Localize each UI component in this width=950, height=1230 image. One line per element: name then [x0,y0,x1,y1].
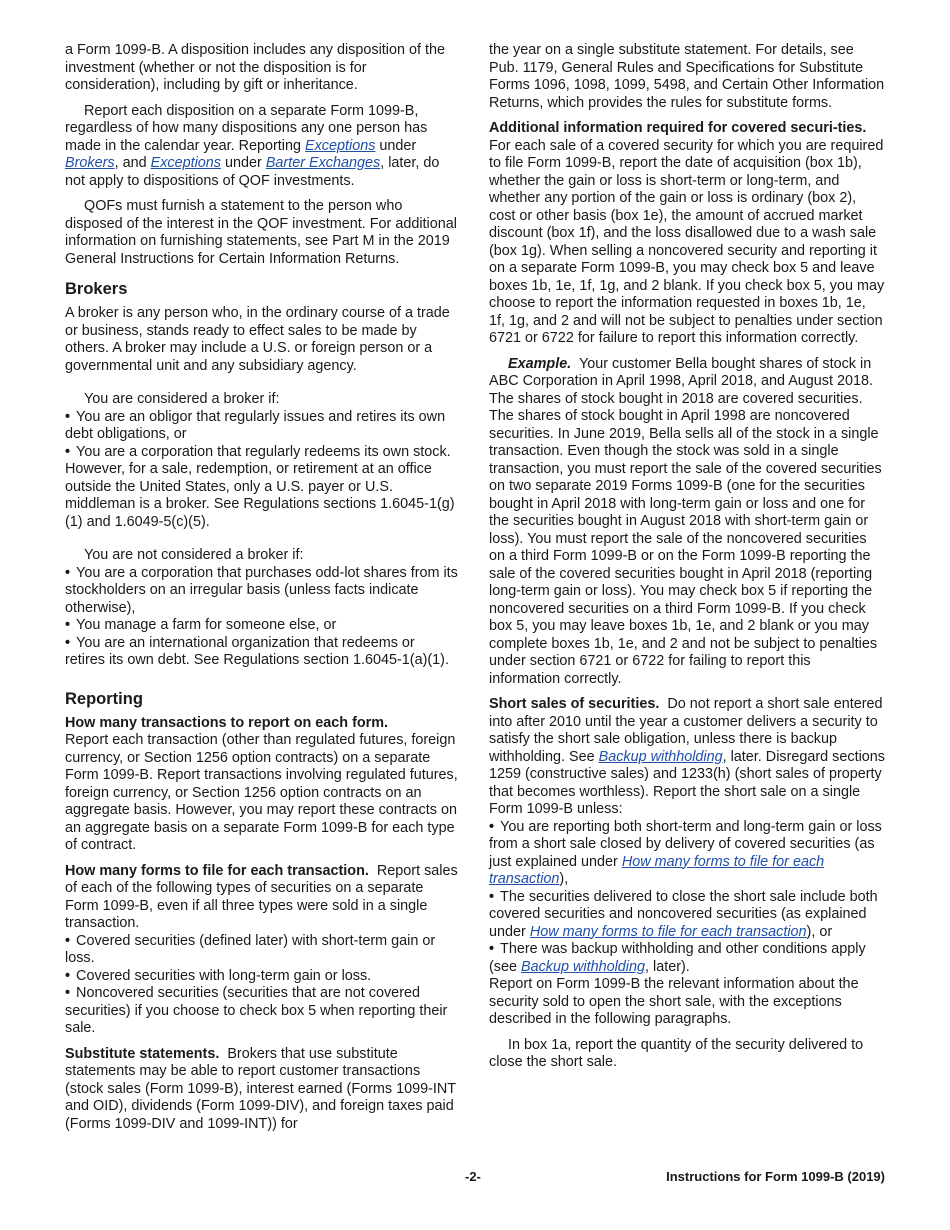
brokers-link[interactable]: Brokers [65,155,115,171]
list-item [489,819,885,889]
text: You are reporting both short-term and long-term gain or loss from a short sale closed by delivery of covered securities (as just explained under [489,818,882,870]
page-number: -2- [465,1169,481,1184]
text: Report each disposition on a separate Form 1099-B, regardless of how many dispositions any one person has made in the calendar year. Reporting [65,102,428,154]
paragraph: a Form 1099-B. A disposition includes any disposition of the investment (whether or not the disposition is for consideration), including by gift or inheritance. [65,42,445,93]
run-in-heading: How many transactions to report on each form. [65,714,389,731]
text: , and [114,155,151,171]
list-item: • You manage a farm for someone else, or [65,617,458,635]
text: , later. Disregard sections 1259 (constructive sales) and 1233(h) (short sales of property that becomes worthless). Report the short sale on a single Form 1099-B unless: [489,748,885,817]
run-in-heading: Example. [508,355,572,372]
paragraph [489,120,885,348]
barter-exchanges-link[interactable]: Barter Exchanges [265,155,381,171]
paragraph: However, for a sale, redemption, or retirement at an office outside the United States, only a U.S. payer or U.S. middleman is a broker. See Regulations sections 1.6045-1(g)(1) and 1.6049-5(c)(5). [65,461,455,530]
text: The securities delivered to close the short sale include both covered securities and noncovered securities (as explained under [489,888,878,940]
text: For each sale of a covered security for which you are required to file Form 1099-B, report the date of acquisition (box 1b), whether the gain or loss is short-term or long-term, and whether any portion of the gain or loss is ordinary (box 2), cost or other basis (box 1e), the amount of accrued market discount (box 1f), and the loss disallowed due to a wash sale (box 1g). When selling a noncovered security and reporting it on a separate Form 1099-B, you may check box 5 and leave boxes 1b, 1e, 1f, 1g, and 2 blank. If you check box 5, you may choose to report the information requested in boxes 1b, 1e, 1f, 1g, and 2 and will not be subject to penalties under section 6721 or 6722 for failure to report this information correctly. [489,137,885,346]
text: ), [559,871,569,887]
text: under [221,155,266,171]
page-footer [65,1168,885,1188]
text: , later, do not apply to dispositions of QOF investments. [65,155,440,189]
text: under [375,137,417,154]
list-item: • Noncovered securities (securities that are not covered securities) if you choose to check box 5 when reporting their sale. [65,985,458,1038]
list-item: • Covered securities (defined later) with short-term gain or loss. [65,933,458,968]
run-in-heading: Short sales of securities. [489,696,660,712]
list-item [489,941,885,976]
section-heading-brokers: Brokers [65,280,128,298]
paragraph: QOFs must furnish a statement to the person who disposed of the interest in the QOF investment. For additional information on furnishing statements, see Part M in the 2019 General Instructions for Certain Information Returns. [65,198,457,267]
exceptions-link[interactable]: Exceptions [305,137,376,154]
paragraph [65,863,458,933]
text: ), or [806,923,833,940]
list-intro: You are considered a broker if: [84,391,280,407]
paragraph [65,1046,458,1134]
text: Your customer Bella bought shares of stock in ABC Corporation in April 1998, April 2018, and August 2018. The shares of stock bought in 2018 are covered securities. The shares of stock bought in April 1998 are noncovered securities. In June 2019, Bella sells all of the stock in a single transaction. Even though the stock was sold in a single transaction, you must report the sale of the covered securities on two separate 2019 Forms 1099-B (one for the securities bought in April 2018 with long-term gain or loss and one for the securities bought in August 2018 with short-term gain or loss). You must report the sale of the noncovered securities on a third Form 1099-B or on the Form 1099-B reporting the sale of the covered securities bought in April 2018 (reporting long-term gain or loss). You may check box 5 if reporting the noncovered securities on a third Form 1099-B. If you check box 5, you may leave boxes 1b, 1e, and 2 blank or you may complete boxes 1b, 1e, and 2 and not be subject to penalties under section 6721 or 6722 for failing to report this information correctly. [489,355,882,687]
paragraph [65,103,458,191]
backup-withholding-link[interactable]: Backup withholding [521,958,645,975]
paragraph: In box 1a, report the quantity of the security delivered to close the short sale. [489,1036,864,1070]
paragraph [489,696,885,819]
paragraph: A broker is any person who, in the ordinary course of a trade or business, stands ready to effect sales to be made by others. A broker may include a U.S. or foreign person or a governmental unit and any subsidiary agency. [65,305,450,374]
text: Report each transaction (other than regulated futures, foreign currency, or Section 1256 option contracts) on a separate Form 1099-B. Report transactions involving regulated futures, foreign currency, or Section 1256 option contracts on an aggregate basis. However, you may report these contracts on an aggregate basis on a separate Form 1099-B for each type of contract. [65,732,458,853]
left-column [65,42,458,1141]
list-item: • You are an obligor that regularly issues and retires its own debt obligations, or [65,409,458,444]
list-item: • You are a corporation that regularly redeems its own stock. [65,444,458,462]
list-intro: You are not considered a broker if: [84,547,304,563]
list-item: • Covered securities with long-term gain or loss. [65,968,458,986]
list-item [489,889,885,942]
exceptions-link[interactable]: Exceptions [150,155,222,171]
section-heading-reporting: Reporting [65,689,143,708]
text: Brokers that use substitute statements may be able to report customer transactions (stock sales (Form 1099-B), interest earned (Forms 1099-INT and OID), dividends (Form 1099-DIV), and foreign taxes paid (Forms 1099-DIV and 1099-INT)) for [65,1045,456,1132]
form-title: Instructions for Form 1099-B (2019) [666,1169,885,1184]
text: Do not report a short sale entered into after 2010 until the year a customer delivers a security to satisfy the short sale obligation, unless there is backup withholding. See [489,696,883,765]
backup-withholding-link[interactable]: Backup withholding [598,748,723,765]
paragraph [489,356,885,689]
paragraph: Report on Form 1099-B the relevant information about the security sold to open the short sale, with the exceptions described in the following paragraphs. [489,976,859,1027]
right-column [489,42,885,1080]
run-in-heading: How many forms to file for each transaction. [65,862,369,879]
run-in-heading: Additional information required for covered securi-ties. [489,120,867,136]
how-many-forms-link[interactable]: How many forms to file for each transaction [529,923,807,940]
how-many-forms-link[interactable]: How many forms to file for each transaction [489,853,825,887]
paragraph: the year on a single substitute statement. For details, see Pub. 1179, General Rules and Specifications for Substitute Forms 1096, 1098, 1099, 5498, and Certain Other Information Returns, which provides the rules for substitute forms. [489,42,885,111]
text: There was backup withholding and other conditions apply (see [489,941,866,975]
list-item: • You are a corporation that purchases odd-lot shares from its stockholders on an irregular basis (unless facts indicate otherwise), [65,565,458,618]
list-item: • You are an international organization that redeems or retires its own debt. See Regulations section 1.6045-1(a)(1). [65,635,458,670]
run-in-heading: Substitute statements. [65,1045,220,1062]
text: , later). [645,958,690,975]
paragraph [65,715,458,855]
text: Report sales of each of the following types of securities on a separate Form 1099-B, even if all three types were sold in a single transaction. [65,862,458,931]
